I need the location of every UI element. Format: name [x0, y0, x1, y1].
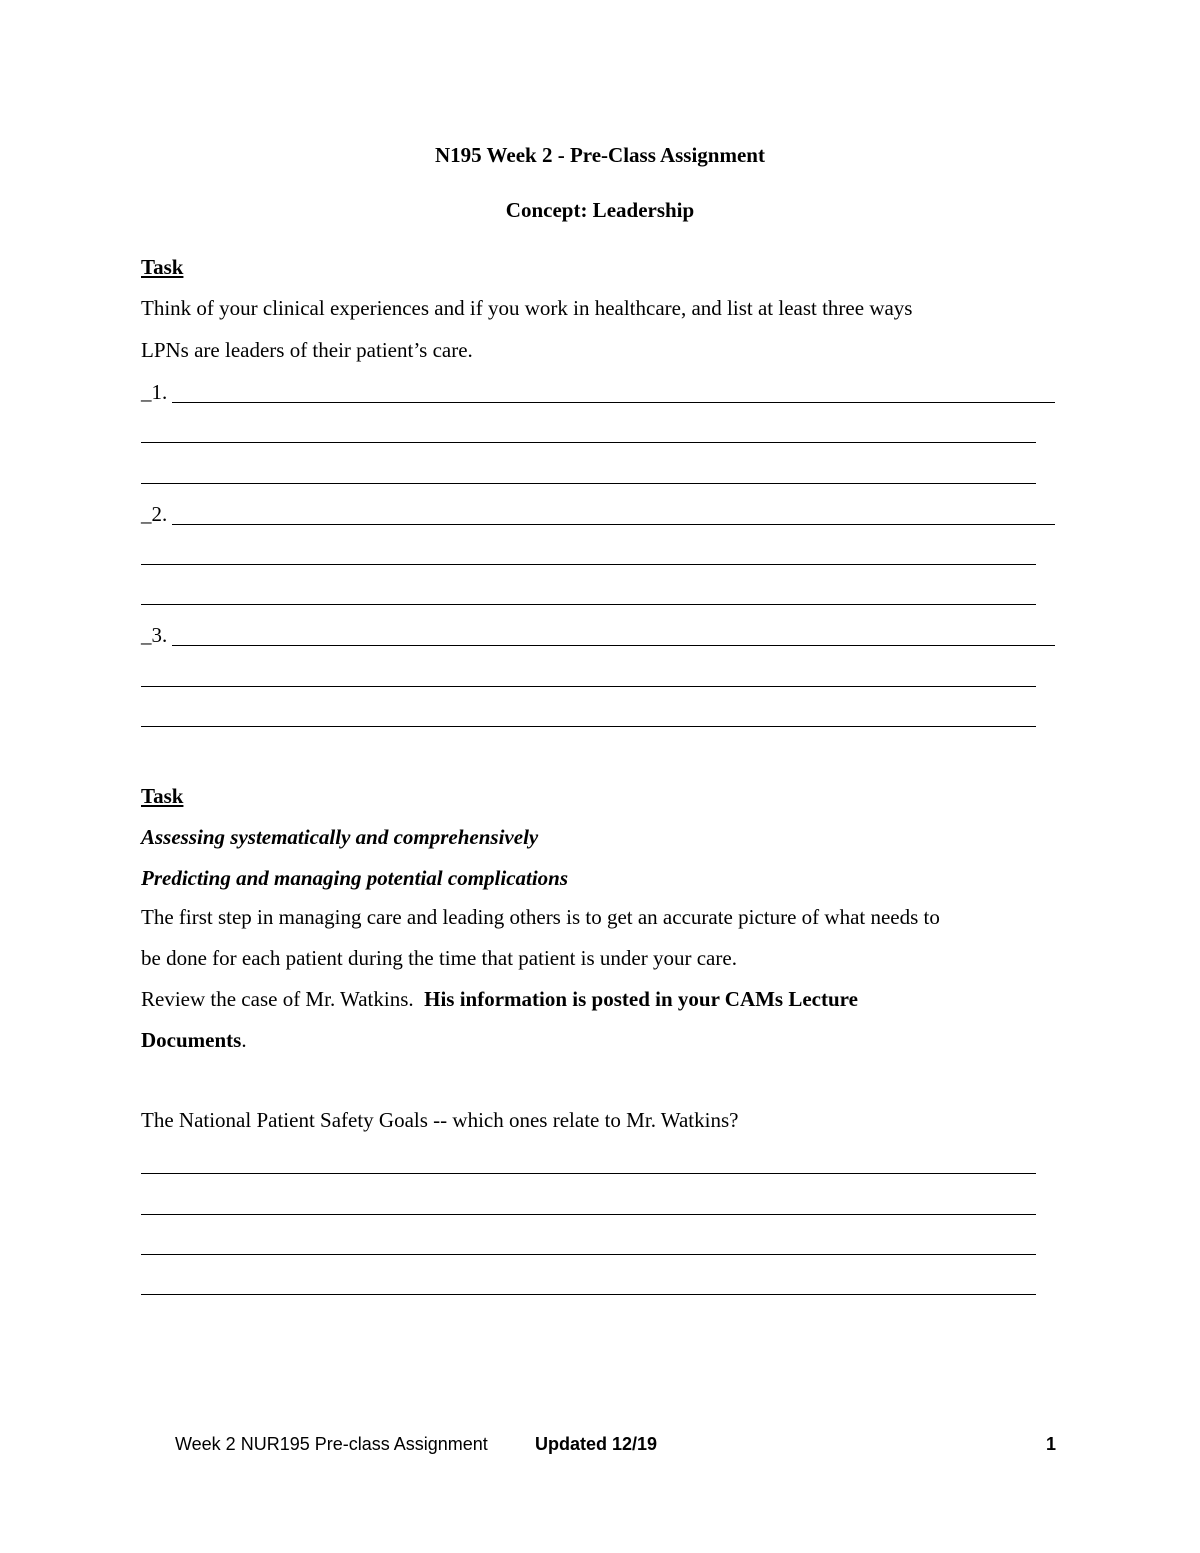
review-text: Review the case of Mr. Watkins. — [141, 987, 425, 1011]
page-number: 1 — [1046, 1434, 1057, 1454]
answer-line-2b[interactable] — [141, 564, 1036, 565]
safety-answer-line-1[interactable] — [141, 1173, 1036, 1174]
task1-prompt-line1: Think of your clinical experiences and if you work in healthcare, and list at least three ways — [141, 296, 913, 320]
safety-answer-line-4[interactable] — [141, 1294, 1036, 1295]
footer-updated: Updated 12/19 — [535, 1434, 658, 1454]
answer-line-3b[interactable] — [141, 686, 1036, 687]
answer-line-2c[interactable] — [141, 604, 1036, 605]
task-heading-2: Task — [141, 784, 184, 808]
document-title: N195 Week 2 - Pre-Class Assignment — [435, 143, 765, 167]
answer-line-1c[interactable] — [141, 483, 1036, 484]
paragraph-line2: be done for each patient during the time that patient is under your care. — [141, 946, 737, 970]
review-line — [141, 987, 858, 1012]
answer-line-1b[interactable] — [141, 442, 1036, 443]
task1-prompt-line2: LPNs are leaders of their patient’s care. — [141, 338, 473, 362]
answer-number-3: _3. — [141, 623, 168, 647]
paragraph-line1: The first step in managing care and leading others is to get an accurate picture of what needs to — [141, 905, 940, 929]
review-bold-documents: Documents — [141, 1028, 242, 1052]
answer-line-2a[interactable] — [172, 524, 1055, 525]
subheading-assessing: Assessing systematically and comprehensively — [141, 825, 539, 849]
answer-line-3c[interactable] — [141, 726, 1036, 727]
review-line2 — [141, 1028, 247, 1053]
footer-title: Week 2 NUR195 Pre-class Assignment — [175, 1434, 488, 1454]
answer-line-3a[interactable] — [172, 645, 1055, 646]
task-heading-1: Task — [141, 255, 184, 279]
safety-answer-line-2[interactable] — [141, 1214, 1036, 1215]
safety-answer-line-3[interactable] — [141, 1254, 1036, 1255]
concept-title: Concept: Leadership — [505, 198, 695, 222]
answer-number-1: _1. — [141, 380, 168, 404]
review-bold-text: His information is posted in your CAMs Lecture — [424, 987, 858, 1011]
answer-line-1a[interactable] — [172, 402, 1055, 403]
safety-goals-question: The National Patient Safety Goals -- which ones relate to Mr. Watkins? — [141, 1108, 739, 1132]
review-period: . — [241, 1028, 247, 1052]
answer-number-2: _2. — [141, 502, 168, 526]
subheading-predicting: Predicting and managing potential complications — [141, 866, 569, 890]
